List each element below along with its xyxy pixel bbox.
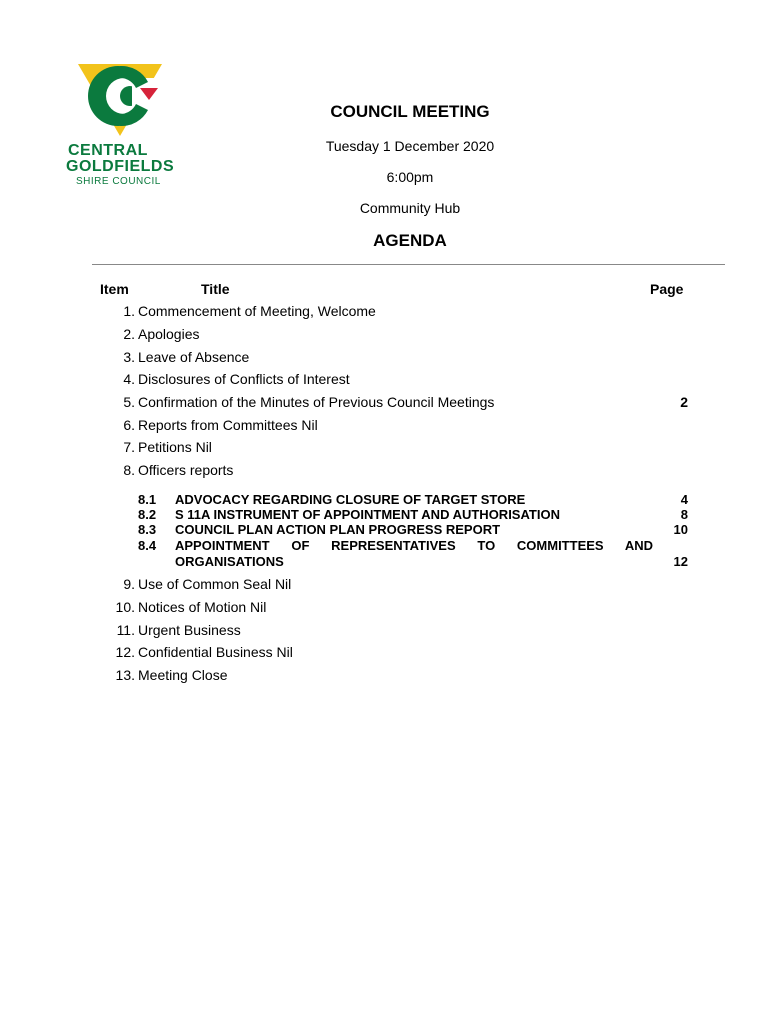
logo-line-central: CENTRAL (68, 142, 148, 159)
officer-report-page: 4 (680, 492, 688, 507)
agenda-item-title: Leave of Absence (138, 349, 250, 365)
agenda-item-title: Officers reports (138, 462, 234, 478)
officer-report-title: S 11A INSTRUMENT OF APPOINTMENT AND AUTHORISATION (175, 507, 560, 522)
agenda-item-title: Commencement of Meeting, Welcome (138, 303, 376, 319)
agenda-item (108, 303, 688, 323)
agenda-item-number: 10. (115, 599, 135, 615)
officer-report-title: COUNCIL PLAN ACTION PLAN PROGRESS REPORT (175, 522, 501, 537)
agenda-item-title: Notices of Motion Nil (138, 599, 267, 615)
logo-line-goldfields: GOLDFIELDS (66, 158, 175, 175)
column-header-title: Title (201, 281, 230, 297)
officer-report-title-line2: ORGANISATIONS (175, 554, 284, 569)
meeting-date: Tuesday 1 December 2020 (325, 138, 495, 154)
agenda-item-number: 4. (123, 371, 135, 387)
agenda-item-title: Meeting Close (138, 667, 228, 683)
agenda-item-title: Use of Common Seal Nil (138, 576, 292, 592)
agenda-item-title: Urgent Business (138, 622, 241, 638)
agenda-item (108, 371, 688, 391)
agenda-item (108, 462, 688, 482)
officer-report-title-line1: APPOINTMENT OF REPRESENTATIVES TO COMMITTEES AND (175, 538, 653, 553)
agenda-item (108, 599, 688, 619)
officer-report-number: 8.2 (138, 507, 157, 522)
officer-report-item (138, 522, 688, 538)
officer-report-number: 8.4 (138, 538, 157, 553)
officer-report-page: 8 (680, 507, 688, 522)
agenda-item-title: Disclosures of Conflicts of Interest (138, 371, 350, 387)
officer-report-item (138, 492, 688, 508)
officer-report-page: 10 (673, 522, 688, 537)
officer-report-item (138, 538, 688, 554)
agenda-item (108, 576, 688, 596)
agenda-item-number: 1. (123, 303, 135, 319)
agenda-item (108, 622, 688, 642)
agenda-item-page: 2 (680, 394, 688, 410)
officer-report-number: 8.1 (138, 492, 157, 507)
column-header-item: Item (100, 281, 129, 297)
agenda-heading: AGENDA (373, 231, 447, 250)
agenda-item-number: 7. (123, 439, 135, 455)
column-header-page: Page (650, 281, 684, 297)
agenda-item-title: Reports from Committees Nil (138, 417, 318, 433)
agenda-item-title: Petitions Nil (138, 439, 212, 455)
agenda-item (108, 417, 688, 437)
agenda-item-number: 6. (123, 417, 135, 433)
officer-report-title: ADVOCACY REGARDING CLOSURE OF TARGET STORE (175, 492, 526, 507)
agenda-item-number: 8. (123, 462, 135, 478)
agenda-item (108, 349, 688, 369)
agenda-item (108, 394, 688, 414)
agenda-item-number: 11. (116, 622, 135, 638)
agenda-item-title: Confirmation of the Minutes of Previous Council Meetings (138, 394, 495, 410)
agenda-item (108, 439, 688, 459)
officer-report-number: 8.3 (138, 522, 157, 537)
officer-report-page: 12 (673, 554, 688, 569)
officer-report-item-continued (138, 554, 688, 570)
agenda-item-title: Confidential Business Nil (138, 644, 293, 660)
council-logo (66, 60, 176, 190)
meeting-title: COUNCIL MEETING (330, 102, 490, 121)
agenda-item (108, 644, 688, 664)
officer-report-item (138, 507, 688, 523)
header-divider (92, 264, 725, 265)
agenda-item-number: 3. (123, 349, 135, 365)
agenda-item (108, 326, 688, 346)
agenda-item-number: 5. (123, 394, 135, 410)
agenda-item-number: 9. (123, 576, 135, 592)
council-logo-mark-icon (74, 60, 166, 138)
meeting-time: 6:00pm (386, 169, 434, 185)
agenda-item-number: 12. (115, 644, 135, 660)
logo-line-shire-council: SHIRE COUNCIL (76, 176, 161, 187)
agenda-item-number: 2. (123, 326, 135, 342)
agenda-item (108, 667, 688, 687)
agenda-item-title: Apologies (138, 326, 200, 342)
agenda-item-number: 13. (115, 667, 135, 683)
meeting-venue: Community Hub (359, 200, 461, 216)
